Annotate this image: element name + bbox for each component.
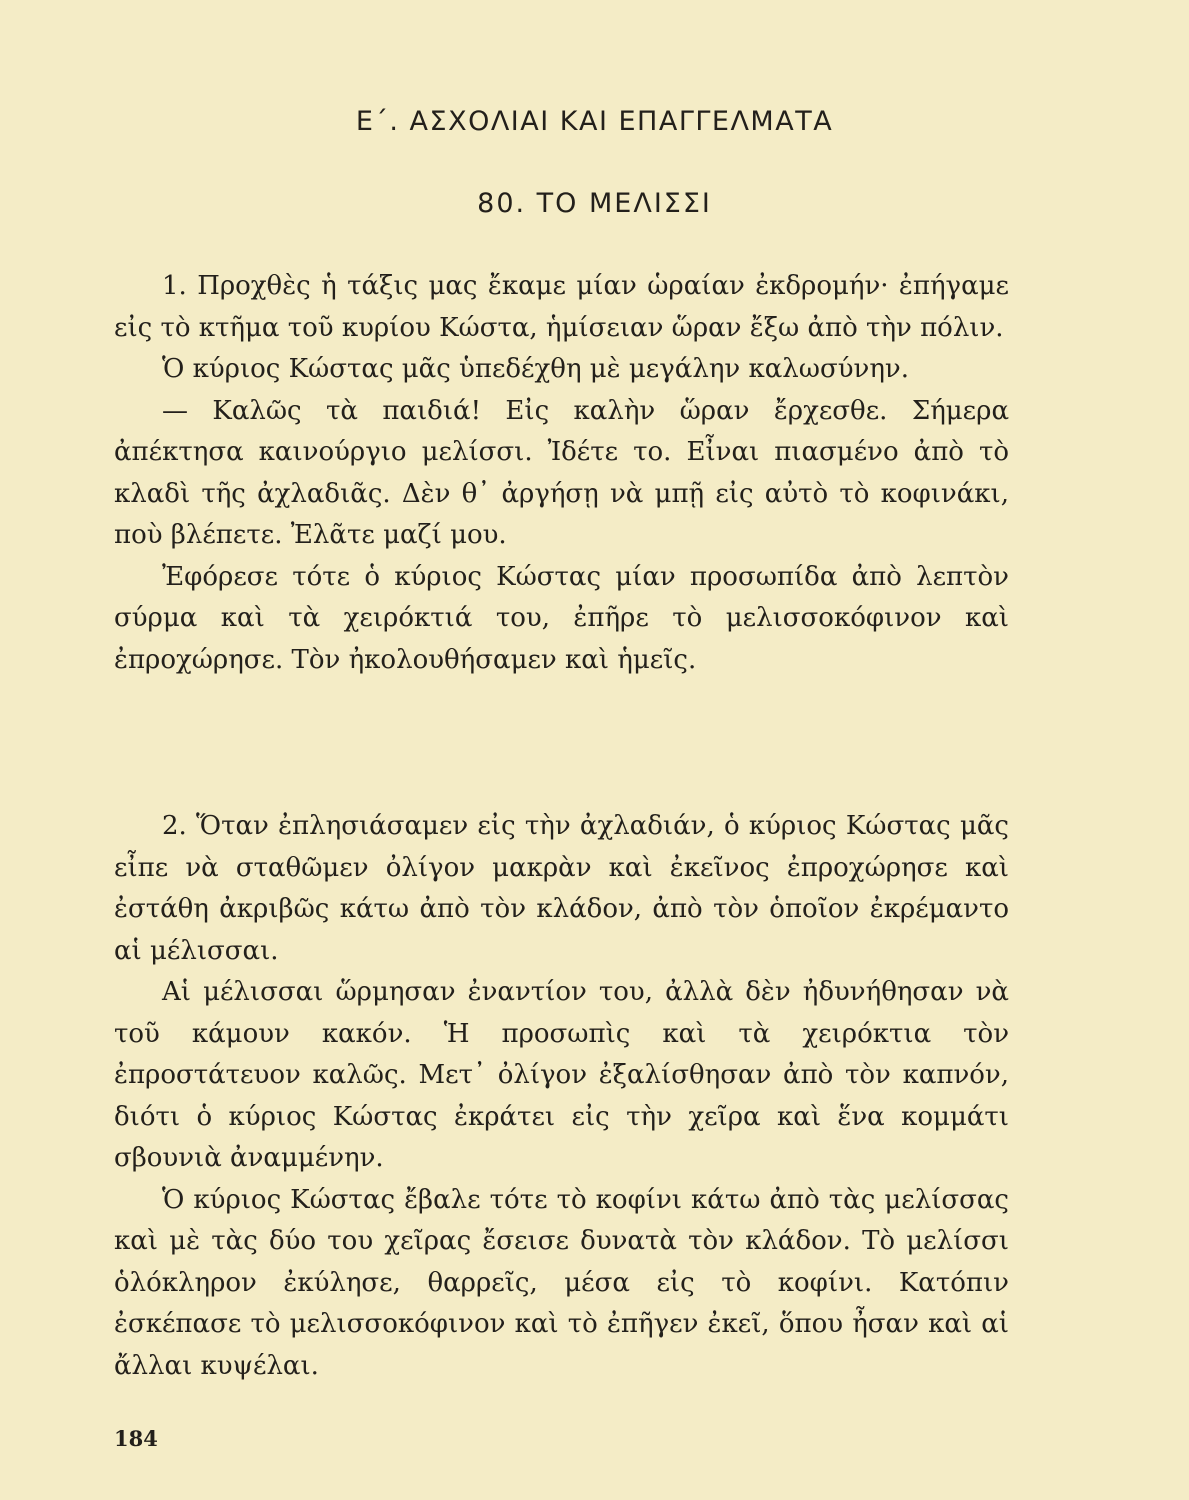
page-number: 184 bbox=[114, 1426, 158, 1451]
paragraph: — Καλῶς τὰ παιδιά! Εἰς καλὴν ὥραν ἔρχεσθε. Σήμερα ἀπέκτησα καινούργιο μελίσσι. Ἰδέτε το. Εἶναι πιασμένο ἀπὸ τὸ κλαδὶ τῆς ἀχλαδιᾶς. Δὲν θ᾽ ἀργήσῃ νὰ μπῇ εἰς αὐτὸ τὸ κοφινάκι, ποὺ βλέπετε. Ἐλᾶτε μαζί μου. bbox=[114, 395, 1009, 550]
paragraph: Ὁ κύριος Κώστας μᾶς ὑπεδέχθη μὲ μεγάλην καλωσύνην. bbox=[162, 354, 909, 384]
text-block-part-2 bbox=[114, 806, 1009, 1387]
paragraph: 2. Ὅταν ἐπλησιάσαμεν εἰς τὴν ἀχλαδιάν, ὁ κύριος Κώστας μᾶς εἶπε νὰ σταθῶμεν ὀλίγον μακρὰν καὶ ἐκεῖνος ἐπροχώρησε καὶ ἐστάθη ἀκριβῶς κάτω ἀπὸ τὸν κλάδον, ἀπὸ τὸν ὁποῖον ἐκρέμαντο αἱ μέλισσαι. bbox=[114, 811, 1009, 966]
text-block-part-1 bbox=[114, 266, 1009, 681]
paragraph: Ὁ κύριος Κώστας ἔβαλε τότε τὸ κοφίνι κάτω ἀπὸ τὰς μελίσσας καὶ μὲ τὰς δύο του χεῖρας ἔσεισε δυνατὰ τὸν κλάδον. Τὸ μελίσσι ὁλόκληρον ἐκύλησε, θαρρεῖς, μέσα εἰς τὸ κοφίνι. Κατόπιν ἐσκέπασε τὸ μελισσοκόφινον καὶ τὸ ἐπῆγεν ἐκεῖ, ὅπου ἦσαν καὶ αἱ ἄλλαι κυψέλαι. bbox=[114, 1184, 1009, 1381]
paragraph: Αἱ μέλισσαι ὥρμησαν ἐναντίον του, ἀλλὰ δὲν ἠδυνήθησαν νὰ τοῦ κάμουν κακόν. Ἡ προσωπὶς καὶ τὰ χειρόκτια τὸν ἐπροστάτευον καλῶς. Μετ᾽ ὀλίγον ἐξαλίσθησαν ἀπὸ τὸν καπνόν, διότι ὁ κύριος Κώστας ἐκράτει εἰς τὴν χεῖρα καὶ ἕνα κομμάτι σβουνιὰ ἀναμμένην. bbox=[114, 977, 1009, 1173]
paragraph: 1. Προχθὲς ἡ τάξις μας ἔκαμε μίαν ὡραίαν ἐκδρομήν· ἐπήγαμε εἰς τὸ κτῆμα τοῦ κυρίου Κώστα, ἡμίσειαν ὥραν ἔξω ἀπὸ τὴν πόλιν. bbox=[114, 271, 1009, 343]
paragraph: Ἐφόρεσε τότε ὁ κύριος Κώστας μίαν προσωπίδα ἀπὸ λεπτὸν σύρμα καὶ τὰ χειρόκτιά του, ἐπῆρε τὸ μελισσοκόφινον καὶ ἐπροχώρησε. Τὸν ἠκολουθήσαμεν καὶ ἡμεῖς. bbox=[114, 561, 1009, 675]
section-title: Ε΄. ΑΣΧΟΛΙΑΙ ΚΑΙ ΕΠΑΓΓΕΛΜΑΤΑ bbox=[355, 106, 834, 137]
chapter-title: 80. ΤΟ ΜΕΛΙΣΣΙ bbox=[477, 188, 712, 219]
